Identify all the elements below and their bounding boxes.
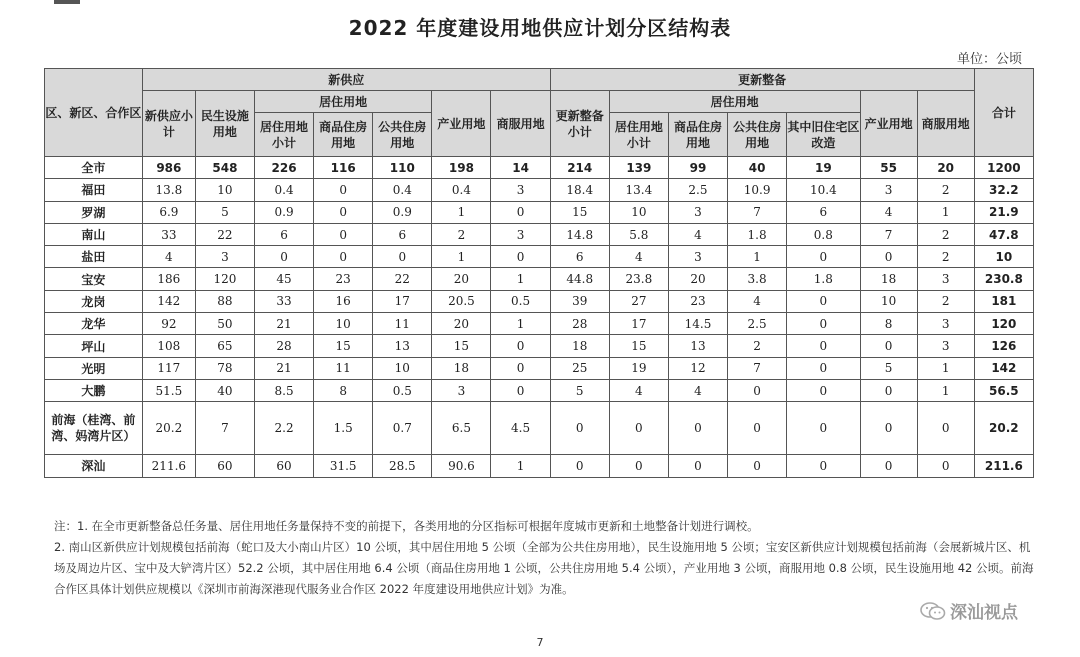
header-commodity: 商品住房用地 [314,113,373,157]
header-renew-residential: 居住用地 [609,91,860,113]
value-cell: 5 [550,379,609,401]
value-cell: 10 [609,201,668,223]
value-cell: 27 [609,290,668,312]
value-cell: 142 [142,290,195,312]
watermark [920,598,1018,623]
table-row [45,179,1034,201]
value-cell: 0 [860,246,917,268]
header-renew-res-subtotal: 居住用地小计 [609,113,668,157]
header-renewal: 更新整备 [550,69,974,91]
value-cell: 88 [195,290,254,312]
value-cell: 0 [254,246,313,268]
value-cell: 19 [787,157,860,179]
value-cell: 10 [195,179,254,201]
value-cell: 2 [917,223,974,245]
header-new-subtotal: 新供应小计 [142,91,195,157]
value-cell: 8 [860,313,917,335]
value-cell: 78 [195,357,254,379]
value-cell: 23 [668,290,727,312]
supply-table [44,68,1034,478]
value-cell: 1.8 [728,223,787,245]
header-res-subtotal: 居住用地小计 [254,113,313,157]
footnote-2: 2. 南山区新供应计划规模包括前海（蛇口及大小南山片区）10 公顷，其中居住用地 5 公顷（全部为公共住房用地），民生设施用地 5 公顷；宝安区新供应计划规模包括前海（会展新城片区、机场及周边片区、宝中及大铲湾片区）52.2 公顷，其中居住用地 6.4 公顷（商品住房用地 1 公顷，公共住房用地 5.4 公顷），产业用地 3 公顷，商服用地 0.8 公顷，民生设施用地 42 公顷。前海合作区具体计划供应规模以《深圳市前海深港现代服务业合作区 2022 年度建设用地供应计划》为准。 [54,540,1034,596]
header-residential: 居住用地 [254,91,431,113]
value-cell: 3 [668,201,727,223]
value-cell: 0 [668,402,727,455]
value-cell: 6.5 [432,402,491,455]
value-cell: 15 [550,201,609,223]
value-cell: 8.5 [254,379,313,401]
header-total: 合计 [974,69,1033,157]
table-row [45,313,1034,335]
value-cell: 0 [917,455,974,477]
value-cell: 14.5 [668,313,727,335]
value-cell: 28 [254,335,313,357]
value-cell: 0 [668,455,727,477]
value-cell: 1 [491,268,550,290]
value-cell: 0 [917,402,974,455]
value-cell: 0 [314,246,373,268]
row-total-cell: 126 [974,335,1033,357]
value-cell: 60 [254,455,313,477]
row-total-cell: 181 [974,290,1033,312]
value-cell: 0 [728,402,787,455]
value-cell: 986 [142,157,195,179]
district-name: 罗湖 [45,201,143,223]
value-cell: 0 [491,357,550,379]
value-cell: 21 [254,357,313,379]
value-cell: 214 [550,157,609,179]
value-cell: 2 [917,179,974,201]
value-cell: 0 [314,201,373,223]
header-industry: 产业用地 [432,91,491,157]
value-cell: 17 [373,290,432,312]
value-cell: 33 [142,223,195,245]
table-row [45,157,1034,179]
value-cell: 3 [917,268,974,290]
value-cell: 6 [550,246,609,268]
value-cell: 0 [491,201,550,223]
value-cell: 110 [373,157,432,179]
value-cell: 4 [668,379,727,401]
value-cell: 226 [254,157,313,179]
value-cell: 117 [142,357,195,379]
header-renew-industry: 产业用地 [860,91,917,157]
value-cell: 55 [860,157,917,179]
value-cell: 0 [860,455,917,477]
value-cell: 2 [728,335,787,357]
district-name: 福田 [45,179,143,201]
row-total-cell: 230.8 [974,268,1033,290]
value-cell: 13 [668,335,727,357]
value-cell: 2.5 [728,313,787,335]
value-cell: 4 [668,223,727,245]
value-cell: 116 [314,157,373,179]
value-cell: 120 [195,268,254,290]
value-cell: 6 [373,223,432,245]
value-cell: 108 [142,335,195,357]
value-cell: 8 [314,379,373,401]
value-cell: 0 [609,402,668,455]
value-cell: 10.9 [728,179,787,201]
value-cell: 0.7 [373,402,432,455]
value-cell: 3 [917,313,974,335]
table-row [45,335,1034,357]
value-cell: 0 [728,379,787,401]
value-cell: 17 [609,313,668,335]
row-total-cell: 21.9 [974,201,1033,223]
district-name: 龙华 [45,313,143,335]
footnote-1: 注：1. 在全市更新整备总任务量、居住用地任务量保持不变的前提下，各类用地的分区指标可根据年度城市更新和土地整备计划进行调校。 [54,519,759,533]
header-new-supply: 新供应 [142,69,550,91]
table-row [45,455,1034,477]
value-cell: 20 [668,268,727,290]
value-cell: 0 [787,357,860,379]
value-cell: 11 [314,357,373,379]
value-cell: 20.2 [142,402,195,455]
row-total-cell: 47.8 [974,223,1033,245]
value-cell: 99 [668,157,727,179]
value-cell: 31.5 [314,455,373,477]
header-public: 公共住房用地 [373,113,432,157]
value-cell: 40 [195,379,254,401]
value-cell: 3 [432,379,491,401]
table-row [45,290,1034,312]
header-livelihood: 民生设施用地 [195,91,254,157]
value-cell: 0 [787,290,860,312]
table-row [45,402,1034,455]
value-cell: 19 [609,357,668,379]
value-cell: 0.4 [254,179,313,201]
row-total-cell: 120 [974,313,1033,335]
value-cell: 4.5 [491,402,550,455]
value-cell: 20 [432,313,491,335]
value-cell: 18 [432,357,491,379]
value-cell: 1 [432,246,491,268]
value-cell: 0 [787,313,860,335]
value-cell: 1 [917,379,974,401]
value-cell: 0 [491,335,550,357]
watermark-text: 深汕视点 [950,603,1018,623]
value-cell: 548 [195,157,254,179]
value-cell: 0.9 [254,201,313,223]
value-cell: 2 [432,223,491,245]
value-cell: 0 [609,455,668,477]
page-top-mark [54,0,80,4]
row-total-cell: 56.5 [974,379,1033,401]
value-cell: 7 [195,402,254,455]
value-cell: 0 [787,335,860,357]
table-row [45,379,1034,401]
value-cell: 1 [491,455,550,477]
table-row [45,268,1034,290]
value-cell: 44.8 [550,268,609,290]
table-row [45,357,1034,379]
value-cell: 14 [491,157,550,179]
value-cell: 14.8 [550,223,609,245]
value-cell: 12 [668,357,727,379]
value-cell: 0 [787,246,860,268]
value-cell: 6.9 [142,201,195,223]
district-name: 宝安 [45,268,143,290]
value-cell: 22 [373,268,432,290]
value-cell: 11 [373,313,432,335]
value-cell: 90.6 [432,455,491,477]
value-cell: 4 [860,201,917,223]
header-renew-public: 公共住房用地 [728,113,787,157]
value-cell: 0 [314,223,373,245]
value-cell: 3 [195,246,254,268]
row-total-cell: 211.6 [974,455,1033,477]
value-cell: 3.8 [728,268,787,290]
header-renew-commodity: 商品住房用地 [668,113,727,157]
value-cell: 1 [728,246,787,268]
value-cell: 0 [373,246,432,268]
table-body [45,157,1034,478]
row-total-cell: 10 [974,246,1033,268]
header-commerce: 商服用地 [491,91,550,157]
value-cell: 3 [491,223,550,245]
value-cell: 15 [432,335,491,357]
value-cell: 10 [860,290,917,312]
value-cell: 2 [917,246,974,268]
value-cell: 16 [314,290,373,312]
value-cell: 39 [550,290,609,312]
district-name: 大鹏 [45,379,143,401]
value-cell: 20 [917,157,974,179]
value-cell: 0 [550,402,609,455]
value-cell: 0.9 [373,201,432,223]
value-cell: 1.8 [787,268,860,290]
value-cell: 15 [609,335,668,357]
district-name: 光明 [45,357,143,379]
value-cell: 3 [860,179,917,201]
value-cell: 60 [195,455,254,477]
value-cell: 45 [254,268,313,290]
district-name: 龙岗 [45,290,143,312]
value-cell: 0.4 [432,179,491,201]
value-cell: 0 [491,379,550,401]
value-cell: 4 [609,246,668,268]
value-cell: 5 [195,201,254,223]
value-cell: 20.5 [432,290,491,312]
value-cell: 7 [728,357,787,379]
value-cell: 13.8 [142,179,195,201]
header-renew-subtotal: 更新整备小计 [550,91,609,157]
value-cell: 1 [491,313,550,335]
value-cell: 0 [728,455,787,477]
value-cell: 2.5 [668,179,727,201]
row-total-cell: 1200 [974,157,1033,179]
value-cell: 23.8 [609,268,668,290]
table-row [45,223,1034,245]
value-cell: 0.5 [373,379,432,401]
value-cell: 23 [314,268,373,290]
header-renew-commerce: 商服用地 [917,91,974,157]
footnotes [54,516,1034,600]
value-cell: 6 [254,223,313,245]
wechat-icon [920,601,946,621]
value-cell: 28 [550,313,609,335]
value-cell: 10 [373,357,432,379]
value-cell: 33 [254,290,313,312]
value-cell: 28.5 [373,455,432,477]
value-cell: 5 [860,357,917,379]
district-name: 南山 [45,223,143,245]
value-cell: 4 [728,290,787,312]
value-cell: 0 [314,179,373,201]
value-cell: 1 [917,201,974,223]
value-cell: 3 [668,246,727,268]
value-cell: 3 [917,335,974,357]
value-cell: 0.4 [373,179,432,201]
value-cell: 15 [314,335,373,357]
value-cell: 0.5 [491,290,550,312]
value-cell: 186 [142,268,195,290]
value-cell: 92 [142,313,195,335]
value-cell: 50 [195,313,254,335]
value-cell: 139 [609,157,668,179]
value-cell: 21 [254,313,313,335]
value-cell: 18 [550,335,609,357]
value-cell: 10.4 [787,179,860,201]
row-total-cell: 32.2 [974,179,1033,201]
value-cell: 20 [432,268,491,290]
page-number: 7 [536,636,544,649]
value-cell: 0.8 [787,223,860,245]
value-cell: 1.5 [314,402,373,455]
value-cell: 1 [917,357,974,379]
value-cell: 7 [728,201,787,223]
value-cell: 5.8 [609,223,668,245]
value-cell: 0 [550,455,609,477]
value-cell: 22 [195,223,254,245]
value-cell: 198 [432,157,491,179]
table-row [45,201,1034,223]
district-name: 前海（桂湾、前湾、妈湾片区） [45,402,143,455]
district-name: 深汕 [45,455,143,477]
value-cell: 13.4 [609,179,668,201]
table-row [45,246,1034,268]
value-cell: 7 [860,223,917,245]
value-cell: 4 [142,246,195,268]
value-cell: 18.4 [550,179,609,201]
value-cell: 0 [787,402,860,455]
value-cell: 13 [373,335,432,357]
district-name: 坪山 [45,335,143,357]
value-cell: 0 [860,335,917,357]
value-cell: 0 [787,455,860,477]
district-name: 盐田 [45,246,143,268]
value-cell: 0 [491,246,550,268]
value-cell: 4 [609,379,668,401]
value-cell: 1 [432,201,491,223]
value-cell: 10 [314,313,373,335]
row-total-cell: 142 [974,357,1033,379]
header-renew-old: 其中旧住宅区改造 [787,113,860,157]
value-cell: 0 [860,402,917,455]
unit-label: 单位：公顷 [956,52,1022,67]
value-cell: 2.2 [254,402,313,455]
value-cell: 211.6 [142,455,195,477]
value-cell: 18 [860,268,917,290]
header-district: 区、新区、合作区 [45,69,143,157]
value-cell: 40 [728,157,787,179]
value-cell: 51.5 [142,379,195,401]
page-title: 2022 年度建设用地供应计划分区结构表 [348,16,732,40]
value-cell: 3 [491,179,550,201]
value-cell: 2 [917,290,974,312]
value-cell: 25 [550,357,609,379]
row-total-cell: 20.2 [974,402,1033,455]
value-cell: 6 [787,201,860,223]
value-cell: 0 [860,379,917,401]
value-cell: 65 [195,335,254,357]
value-cell: 0 [787,379,860,401]
district-name: 全市 [45,157,143,179]
